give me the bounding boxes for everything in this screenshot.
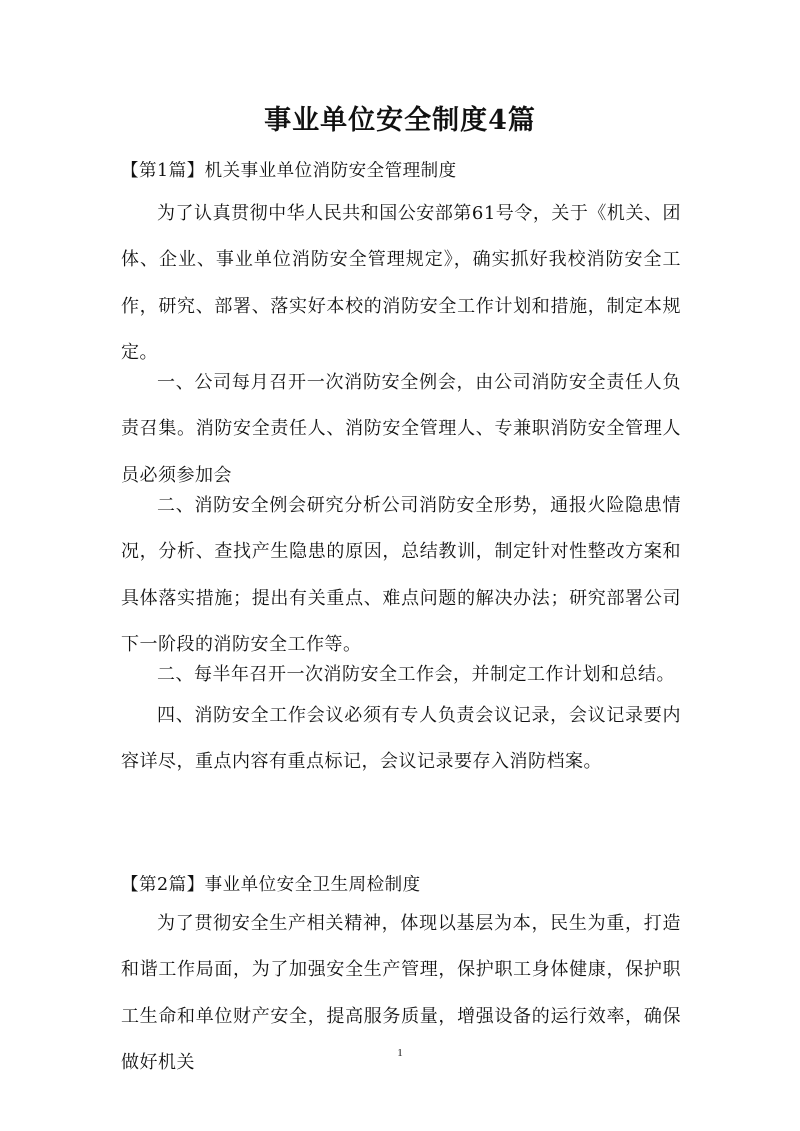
section-1-paragraph-4: 二、每半年召开一次消防安全工作会，并制定工作计划和总结。 xyxy=(157,664,675,685)
section-1-paragraph-3: 二、消防安全例会研究分析公司消防安全形势，通报火险隐患情况，分析、查找产生隐患的原因，总结教训，制定针对性整改方案和具体落实措施；提出有关重点、难点问题的解决办法；研究部署公司下一阶段的消防安全工作等。 xyxy=(121,495,681,656)
section-2-heading: 【第2篇】事业单位安全卫生周检制度 xyxy=(121,875,421,895)
section-1-paragraph-1: 为了认真贯彻中华人民共和国公安部第61号令，关于《机关、团体、企业、事业单位消防安全管理规定》，确实抓好我校消防安全工作，研究、部署、落实好本校的消防安全工作计划和措施，制定本规定。 xyxy=(121,203,681,364)
section-2-paragraph-1: 为了贯彻安全生产相关精神，体现以基层为本，民生为重，打造和谐工作局面，为了加强安全生产管理，保护职工身体健康，保护职工生命和单位财产安全，提高服务质量，增强设备的运行效率，确保做好机关 xyxy=(121,913,681,1074)
section-1-paragraph-5: 四、消防安全工作会议必须有专人负责会议记录，会议记录要内容详尽，重点内容有重点标记，会议记录要存入消防档案。 xyxy=(121,705,681,773)
document-title: 事业单位安全制度4篇 xyxy=(264,105,536,136)
section-1-paragraph-2: 一、公司每月召开一次消防安全例会，由公司消防安全责任人负责召集。消防安全责任人、消防安全管理人、专兼职消防安全管理人员必须参加会 xyxy=(121,372,681,486)
section-1-heading: 【第1篇】机关事业单位消防安全管理制度 xyxy=(121,161,457,181)
page-number: 1 xyxy=(397,1047,403,1059)
